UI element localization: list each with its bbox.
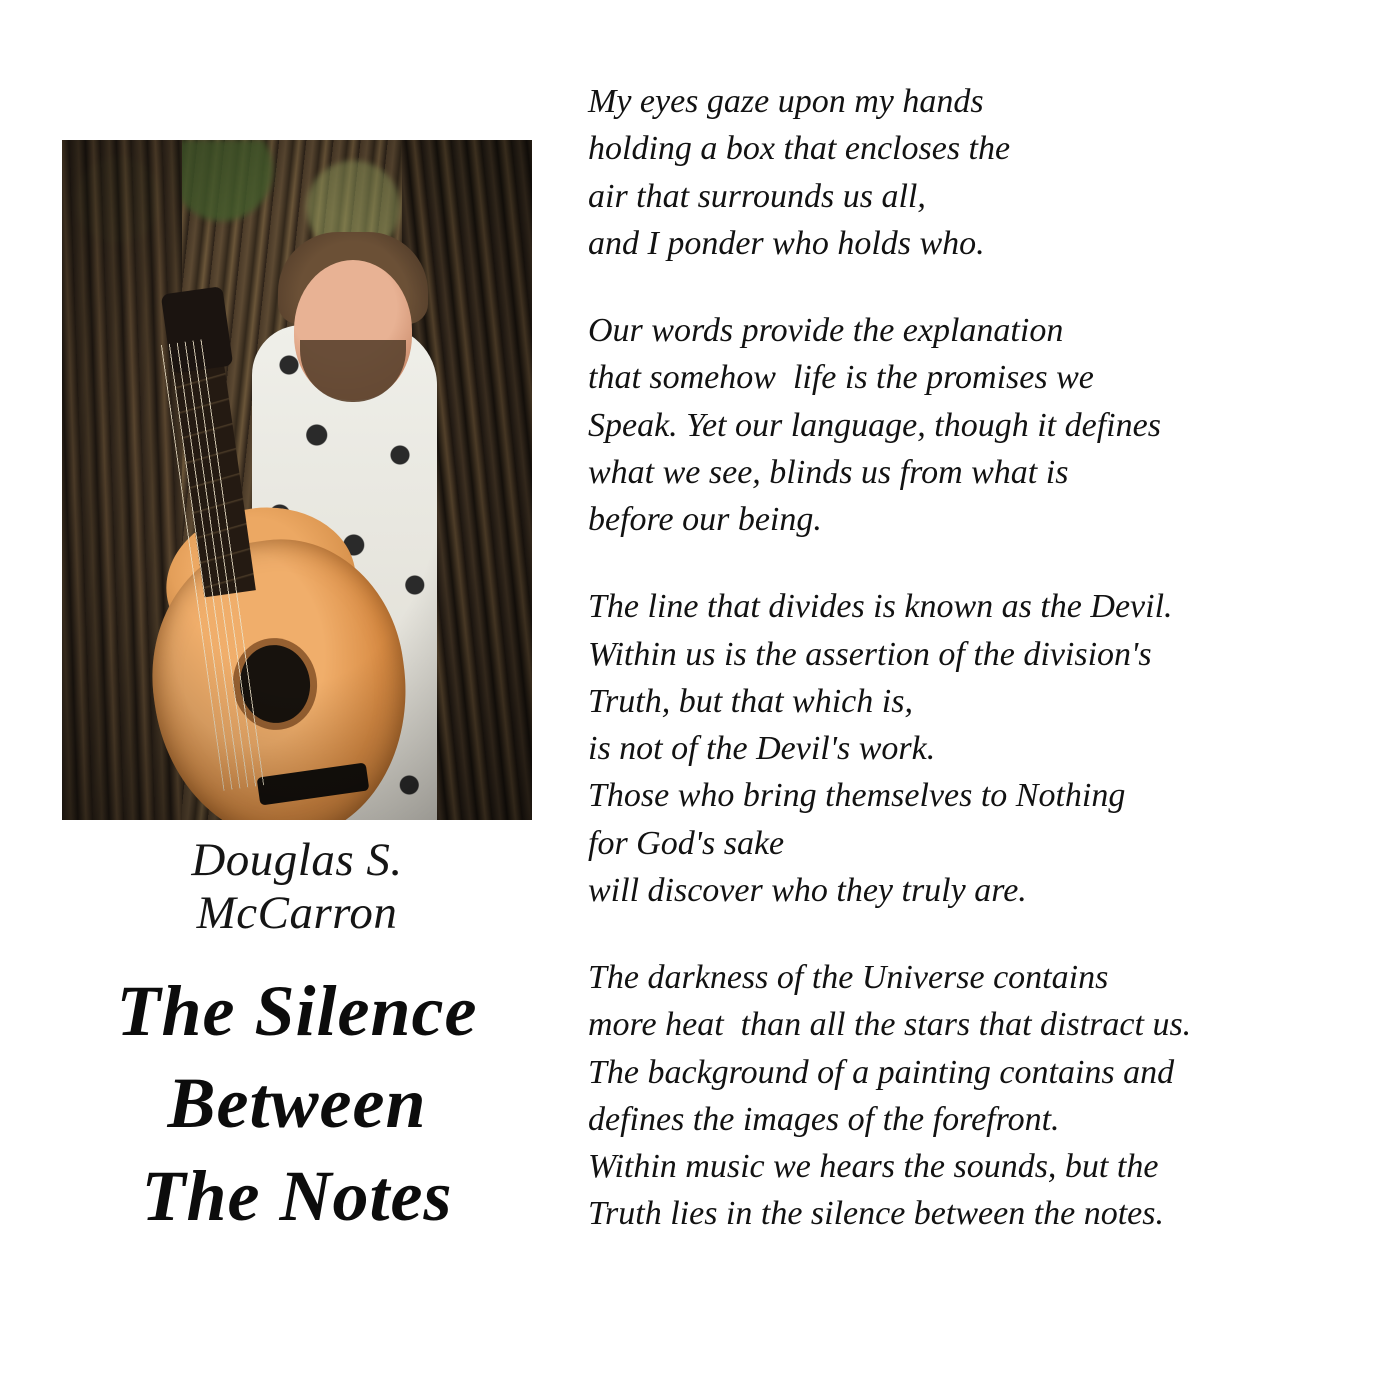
- poem-line: Speak. Yet our language, though it defines: [588, 406, 1161, 444]
- album-title-line: Between: [167, 1063, 427, 1144]
- poem-line: Within music we hears the sounds, but the: [588, 1148, 1159, 1185]
- poem-line: holding a box that encloses the: [588, 130, 1011, 168]
- poem-line: for God's sake: [588, 824, 785, 862]
- poem-line: The darkness of the Universe contains: [588, 959, 1109, 996]
- poem-line: Our words provide the explanation: [588, 312, 1064, 349]
- poem-stanza: [588, 78, 1333, 267]
- poem-line: The line that divides is known as the Devil.: [588, 588, 1173, 626]
- poem-line: more heat than all the stars that distract us.: [588, 1006, 1192, 1044]
- photo-vignette: [62, 140, 532, 820]
- poem-line: Truth, but that which is,: [588, 682, 913, 720]
- poem-line: air that surrounds us all,: [588, 177, 926, 215]
- album-title-line: The Silence: [116, 971, 478, 1052]
- poem-line: Truth lies in the silence between the notes.: [588, 1195, 1165, 1233]
- poem-line: Within us is the assertion of the division's: [588, 635, 1152, 673]
- poem-line: what we see, blinds us from what is: [588, 453, 1069, 491]
- artist-name-line: Douglas S.: [191, 834, 403, 886]
- poem-line: is not of the Devil's work.: [588, 730, 936, 767]
- artist-photo: [62, 140, 532, 820]
- album-title-line: The Notes: [141, 1155, 453, 1236]
- artist-name: [62, 834, 532, 939]
- poem-line: The background of a painting contains and: [588, 1053, 1175, 1091]
- poem-stanza: [588, 954, 1333, 1238]
- poem-text: [588, 78, 1333, 1238]
- left-column: [62, 140, 532, 1242]
- poem-line: that somehow life is the promises we: [588, 359, 1094, 397]
- artist-name-line: McCarron: [196, 886, 398, 939]
- album-title: [62, 965, 532, 1241]
- poem-line: will discover who they truly are.: [588, 871, 1027, 909]
- poem-line: My eyes gaze upon my hands: [588, 83, 984, 120]
- poem-line: defines the images of the forefront.: [588, 1100, 1060, 1138]
- poem-line: and I ponder who holds who.: [588, 224, 985, 262]
- poem-line: before our being.: [588, 501, 822, 538]
- poem-stanza: [588, 307, 1333, 543]
- poem-line: Those who bring themselves to Nothing: [588, 777, 1126, 815]
- poem-stanza: [588, 583, 1333, 914]
